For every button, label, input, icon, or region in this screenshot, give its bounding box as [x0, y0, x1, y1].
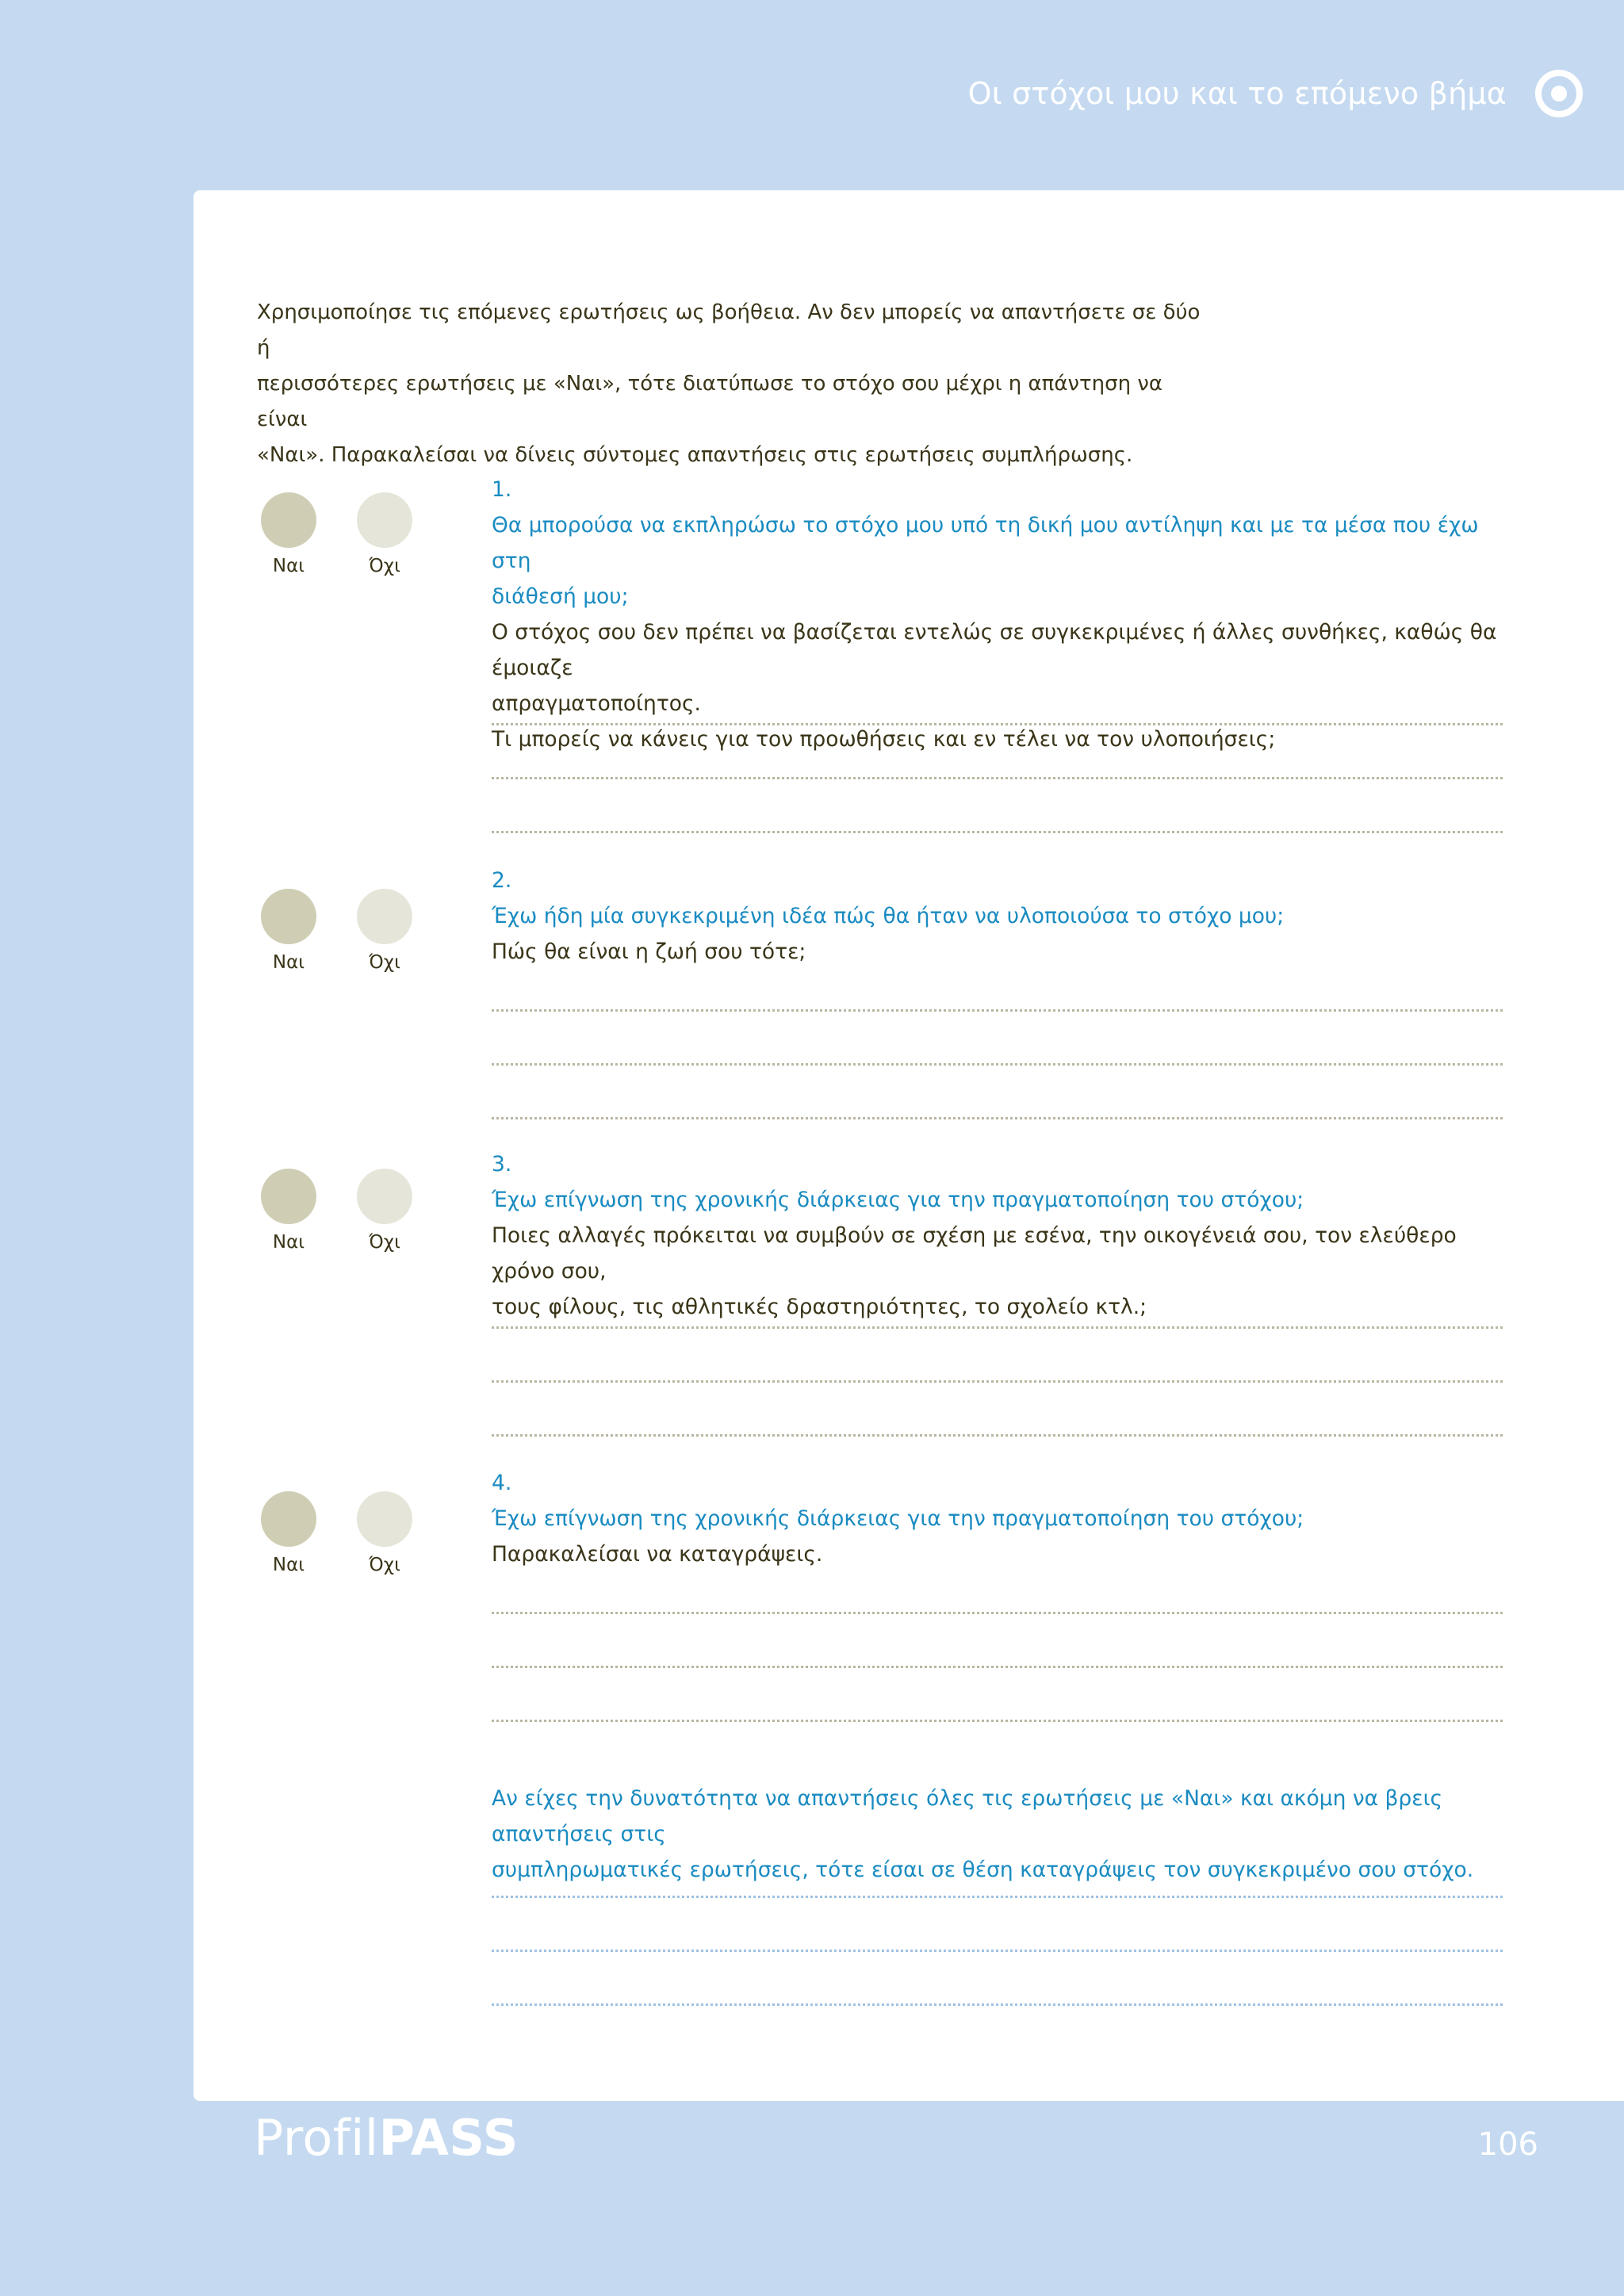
no-label: Όχι: [369, 1232, 400, 1253]
yes-label: Ναι: [272, 1555, 305, 1575]
yes-circle-icon[interactable]: [261, 1169, 316, 1224]
q3-yes-option[interactable]: [260, 1169, 317, 1253]
yes-circle-icon[interactable]: [261, 1491, 316, 1547]
target-icon: [1534, 69, 1584, 118]
answer-line[interactable]: [492, 1720, 1503, 1722]
question-1: [492, 472, 1503, 757]
question-title: Έχω επίγνωση της χρονικής διάρκειας για την πραγματοποίηση του στόχου;: [492, 1506, 1304, 1531]
question-title: διάθεσή μου;: [492, 584, 629, 609]
question-hint: Ο στόχος σου δεν πρέπει να βασίζεται εντελώς σε συγκεκριμένες ή άλλες συνθήκες, καθώς θα έμοιαζε: [492, 620, 1497, 680]
goal-line[interactable]: [492, 2003, 1503, 2006]
no-circle-icon[interactable]: [357, 1169, 412, 1224]
closing-line: συμπληρωματικές ερωτήσεις, τότε είσαι σε θέση καταγράψεις τον συγκεκριμένο σου στόχο.: [492, 1858, 1474, 1882]
question-number: 4.: [492, 1471, 512, 1495]
q4-no-option[interactable]: [356, 1491, 413, 1575]
section-title: Οι στόχοι μου και το επόμενο βήμα: [967, 76, 1507, 111]
no-label: Όχι: [369, 556, 400, 576]
question-hint: Τι μπορείς να κάνεις για τον προωθήσεις και εν τέλει να τον υλοποιήσεις;: [492, 727, 1276, 752]
yes-circle-icon[interactable]: [261, 889, 316, 944]
q2-no-option[interactable]: [356, 889, 413, 973]
page-number: 106: [1477, 2126, 1538, 2163]
question-hint: Παρακαλείσαι να καταγράψεις.: [492, 1542, 823, 1567]
no-circle-icon[interactable]: [357, 1491, 412, 1547]
question-hint: Ποιες αλλαγές πρόκειται να συμβούν σε σχέση με εσένα, την οικογένειά σου, τον ελεύθερο χρόνο σου,: [492, 1223, 1457, 1284]
yes-label: Ναι: [272, 1232, 305, 1253]
logo-text-light: Profil: [254, 2109, 379, 2167]
q1-no-option[interactable]: [356, 492, 413, 576]
answer-line[interactable]: [492, 1063, 1503, 1066]
answer-line[interactable]: [492, 1117, 1503, 1119]
question-hint: τους φίλους, τις αθλητικές δραστηριότητες, το σχολείο κτλ.;: [492, 1295, 1147, 1319]
answer-line[interactable]: [492, 777, 1503, 779]
answer-line[interactable]: [492, 1434, 1503, 1437]
answer-line[interactable]: [492, 1009, 1503, 1012]
goal-line[interactable]: [492, 1896, 1503, 1898]
no-label: Όχι: [369, 952, 400, 973]
question-number: 3.: [492, 1152, 512, 1177]
no-circle-icon[interactable]: [357, 492, 412, 548]
question-hint: Πώς θα είναι η ζωή σου τότε;: [492, 939, 806, 964]
closing-line: Αν είχες την δυνατότητα να απαντήσεις όλες τις ερωτήσεις με «Ναι» και ακόμη να βρεις απαντήσεις στις: [492, 1786, 1443, 1846]
logo-text-bold: PASS: [378, 2109, 519, 2167]
answer-line[interactable]: [492, 1666, 1503, 1668]
answer-line[interactable]: [492, 831, 1503, 833]
intro-text: [257, 295, 1208, 473]
profilpass-logo: [254, 2109, 519, 2167]
q2-yes-option[interactable]: [260, 889, 317, 973]
no-circle-icon[interactable]: [357, 889, 412, 944]
question-number: 2.: [492, 868, 512, 893]
intro-line: Χρησιμοποίησε τις επόμενες ερωτήσεις ως βοήθεια. Αν δεν μπορείς να απαντήσετε σε δύο ή: [257, 300, 1201, 360]
intro-line: περισσότερες ερωτήσεις με «Ναι», τότε διατύπωσε το στόχο σου μέχρι η απάντηση να είναι: [257, 372, 1163, 431]
question-number: 1.: [492, 477, 512, 502]
answer-line[interactable]: [492, 1326, 1503, 1329]
no-label: Όχι: [369, 1555, 400, 1575]
yes-label: Ναι: [272, 556, 305, 576]
closing-text: [492, 1781, 1503, 1888]
intro-line: «Ναι». Παρακαλείσαι να δίνεις σύντομες απαντήσεις στις ερωτήσεις συμπλήρωσης.: [257, 443, 1133, 467]
question-title: Έχω ήδη μία συγκεκριμένη ιδέα πώς θα ήταν να υλοποιούσα το στόχο μου;: [492, 904, 1285, 928]
question-title: Έχω επίγνωση της χρονικής διάρκειας για την πραγματοποίηση του στόχου;: [492, 1188, 1304, 1212]
yes-circle-icon[interactable]: [261, 492, 316, 548]
q4-yes-option[interactable]: [260, 1491, 317, 1575]
q3-no-option[interactable]: [356, 1169, 413, 1253]
question-3: [492, 1146, 1503, 1325]
answer-line[interactable]: [492, 723, 1503, 725]
question-title: Θα μπορούσα να εκπληρώσω το στόχο μου υπό τη δική μου αντίληψη και με τα μέσα που έχω στη: [492, 513, 1479, 573]
answer-line[interactable]: [492, 1612, 1503, 1614]
goal-line[interactable]: [492, 1950, 1503, 1952]
yes-label: Ναι: [272, 952, 305, 973]
question-hint: απραγματοποίητος.: [492, 691, 701, 716]
answer-line[interactable]: [492, 1380, 1503, 1383]
q1-yes-option[interactable]: [260, 492, 317, 576]
question-4: [492, 1465, 1503, 1572]
question-2: [492, 863, 1503, 970]
